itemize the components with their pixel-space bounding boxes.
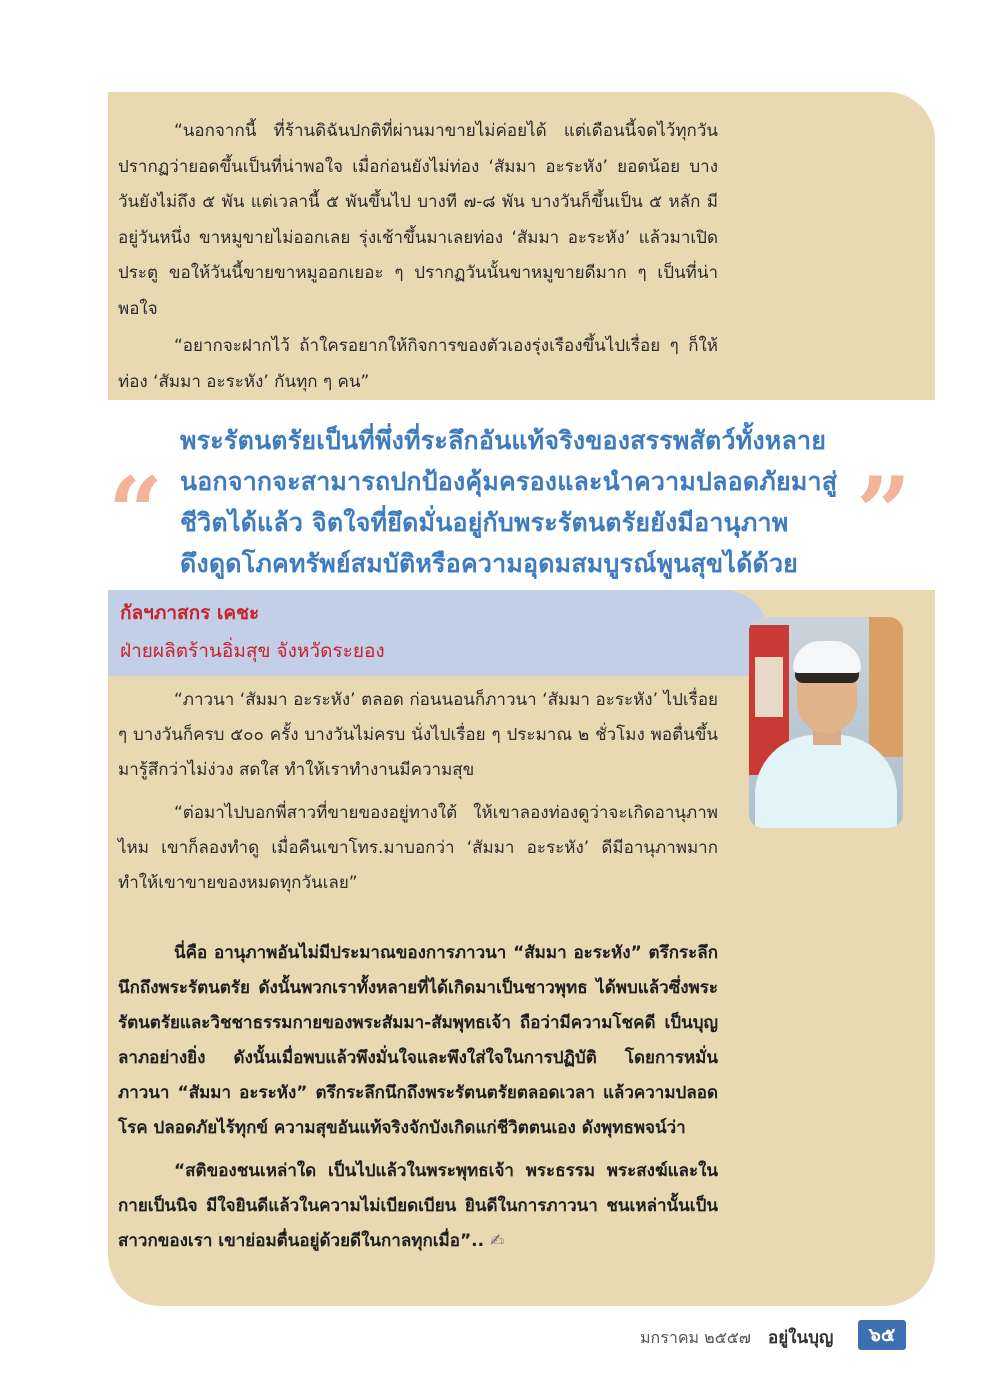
conclusion-text [118,936,718,1259]
testimony-paragraph-2: “ต่อมาไปบอกพี่สาวที่ขายของอยู่ทางใต้ ให้เขาลองท่องดูว่าจะเกิดอานุภาพไหม เขาก็ลองทำดู เมื่อคืนเขาโทร.มาบอกว่า ‘สัมมา อะระหัง’ ดีมีอานุภาพมาก ทำให้เขาขายของหมดทุกวันเลย” [118,803,718,893]
testimony-paragraph-1: “ภาวนา ‘สัมมา อะระหัง’ ตลอด ก่อนนอนก็ภาวนา ‘สัมมา อะระหัง’ ไปเรื่อย ๆ บางวันก็ครบ ๕๐๐ ครั้ง บางวันไม่ครบ นั่งไปเรื่อย ๆ ประมาณ ๒ ชั่วโมง พอตื่นขึ้นมารู้สึกว่าไม่ง่วง สดใส ทำให้เราทำงานมีความสุข [118,690,718,780]
quill-icon: ✍ [490,1231,505,1251]
open-quote-mark: “ [108,456,164,569]
issue-date: มกราคม ๒๕๕๗ [640,1328,751,1347]
page-footer [640,1320,940,1354]
top-story-text [118,114,718,400]
pull-quote-line: นอกจากจะสามารถปกป้องคุ้มครองและนำความปลอดภัยมาสู่ [180,467,838,496]
page-number-badge: ๖๕ [858,1320,906,1350]
byline-name: กัลฯภาสกร เคชะ [120,602,260,624]
testimony-text [118,683,718,901]
photo-sign-panel [755,657,783,717]
pull-quote-line: พระรัตนตรัยเป็นที่พึ่งที่ระลึกอันแท้จริงของสรรพสัตว์ทั้งหลาย [180,426,827,455]
photo-shelf [869,617,903,757]
buddha-quote: “สติของชนเหล่าใด เป็นไปแล้วในพระพุทธเจ้า พระธรรม พระสงฆ์และในกายเป็นนิจ มีใจยินดีแล้วในความไม่เบียดเบียน ยินดีในการภาวนา ชนเหล่านั้นเป็นสาวกของเรา เขาย่อมตื่นอยู่ด้วยดีในกาลทุกเมื่อ”.. [118,1161,718,1251]
byline-role: ฝ่ายผลิตร้านอิ่มสุข จังหวัดระยอง [120,640,385,662]
conclusion-paragraph-1: นี่คือ อานุภาพอันไม่มีประมาณของการภาวนา “สัมมา อะระหัง” ตรึกระลึกนึกถึงพระรัตนตรัย ดังนั้นพวกเราทั้งหลายที่ได้เกิดมาเป็นชาวพุทธ ได้พบแล้วซึ่งพระรัตนตรัยและวิชชาธรรมกายของพระสัมมา-สัมพุทธเจ้า ถือว่ามีความโชคดี เป็นบุญลาภอย่างยิ่ง ดังนั้นเมื่อพบแล้วพึงมั่นใจและพึงใส่ใจในการปฏิบัติ โดยการหมั่นภาวนา “สัมมา อะระหัง” ตรึกระลึกนึกถึงพระรัตนตรัยตลอดเวลา แล้วความปลอดโรค ปลอดภัยไร้ทุกข์ ความสุขอันแท้จริงจักบังเกิดแก่ชีวิตตนเอง ดังพุทธพจน์ว่า [118,943,718,1138]
pull-quote [180,420,880,584]
author-photo [749,617,903,828]
photo-person-torso [755,735,897,828]
top-paragraph-2: “อยากจะฝากไว้ ถ้าใครอยากให้กิจการของตัวเองรุ่งเรืองขึ้นไปเรื่อย ๆ ก็ให้ท่อง ‘สัมมา อะระหัง’ กันทุก ๆ คน” [118,336,718,392]
pull-quote-line: ดึงดูดโภคทรัพย์สมบัติหรือความอุดมสมบูรณ์พูนสุขได้ด้วย [180,549,799,578]
top-story-box [108,92,935,400]
magazine-name: อยู่ในบุญ [768,1328,834,1348]
pull-quote-line: ชีวิตได้แล้ว จิตใจที่ยึดมั่นอยู่กับพระรัตนตรัยยังมีอานุภาพ [180,508,789,537]
close-quote-mark: ” [856,456,912,569]
conclusion-paragraph-2 [118,1154,718,1259]
top-paragraph-1: “นอกจากนี้ ที่ร้านดิฉันปกติที่ผ่านมาขายไม่ค่อยได้ แต่เดือนนี้จดไว้ทุกวัน ปรากฏว่ายอดขึ้นเป็นที่น่าพอใจ เมื่อก่อนยังไม่ท่อง ‘สัมมา อะระหัง’ ยอดน้อย บางวันยังไม่ถึง ๕ พัน แต่เวลานี้ ๕ พันขึ้นไป บางที ๗-๘ พัน บางวันก็ขึ้นเป็น ๕ หลัก มีอยู่วันหนึ่ง ขาหมูขายไม่ออกเลย รุ่งเช้าขึ้นมาเลยท่อง ‘สัมมา อะระหัง’ แล้วมาเปิดประตู ขอให้วันนี้ขายขาหมูออกเยอะ ๆ ปรากฏวันนั้นขาหมูขายดีมาก ๆ เป็นที่น่าพอใจ [118,121,718,319]
byline-band [108,590,768,676]
